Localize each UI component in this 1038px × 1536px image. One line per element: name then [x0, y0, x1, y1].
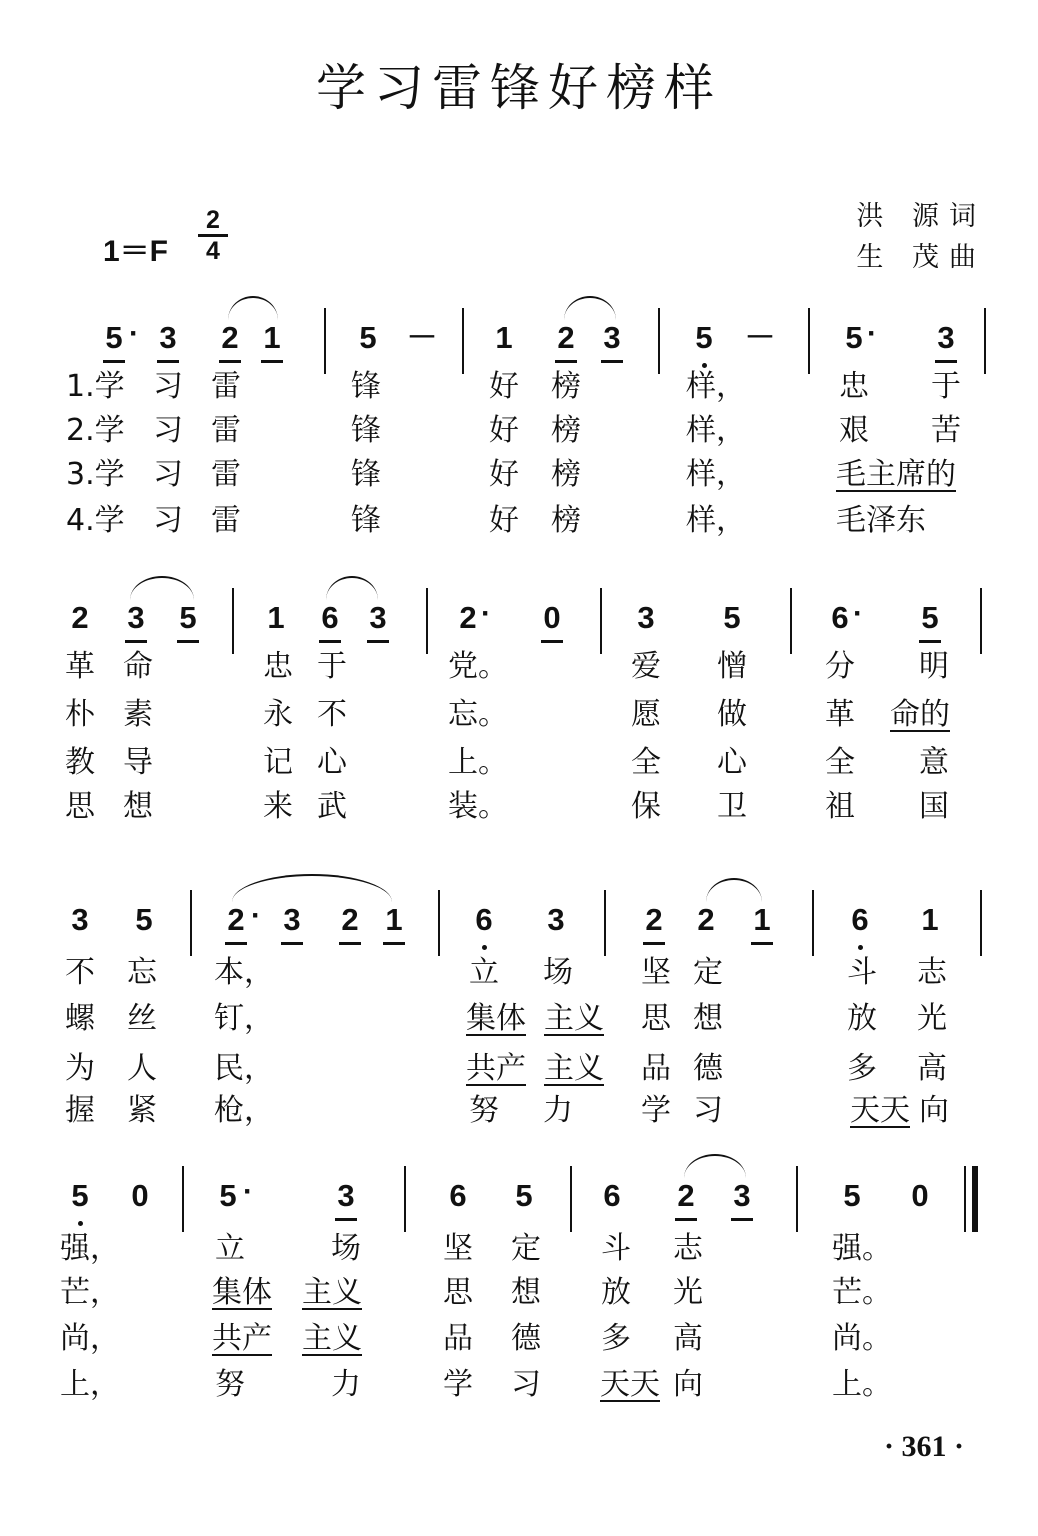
lyric-syllable: 艰 [839, 413, 869, 448]
lyric-syllable: 民， [214, 1051, 274, 1086]
note: 2 [71, 600, 89, 635]
lyric-syllable: 意 [919, 745, 949, 780]
lyric-syllable: 高 [917, 1051, 947, 1086]
barline [658, 308, 660, 374]
lyric-syllable: 记 [263, 745, 293, 780]
lyric-syllable: 忠 [839, 369, 869, 404]
barline [812, 890, 814, 956]
lyric-syllable: 国 [919, 789, 949, 824]
lyric-syllable: 苦 [931, 413, 961, 448]
lyric-syllable: 放 [847, 1001, 877, 1036]
lyric-syllable: 命的 [890, 697, 950, 732]
lyric-syllable: 革 [65, 649, 95, 684]
note: 6 [449, 1178, 467, 1213]
lyric-syllable: 想 [693, 1001, 723, 1036]
lyric-syllable: 于 [317, 649, 347, 684]
note: 1 [921, 902, 939, 937]
lyric-syllable: 全 [631, 745, 661, 780]
lyric-syllable: 习 [511, 1367, 541, 1402]
lyric-syllable: 力 [331, 1367, 361, 1402]
lyric-syllable: 忠 [263, 649, 293, 684]
score-row-1 [0, 318, 1038, 548]
lyric-syllable: 习 [153, 369, 183, 404]
credits [856, 196, 986, 278]
lyric-syllable: 斗 [601, 1231, 631, 1266]
lyric-syllable: 向 [919, 1093, 949, 1128]
score-row-4 [0, 1176, 1038, 1416]
note: 1 [495, 320, 513, 355]
lyric-syllable: 思 [65, 789, 95, 824]
lyric-syllable: 雷 [211, 413, 241, 448]
lyric-syllable: 上。 [832, 1367, 892, 1402]
lyric-syllable: 习 [153, 413, 183, 448]
lyric-syllable: 习 [153, 503, 183, 538]
lyric-syllable: 革 [825, 697, 855, 732]
key-signature: 1＝F [103, 235, 169, 268]
lyric-syllable: 来 [263, 789, 293, 824]
note: 3 [725, 1176, 759, 1216]
lyric-syllable: 好 [489, 503, 519, 538]
lyric-syllable: 想 [123, 789, 153, 824]
augmentation-dot: · [853, 597, 863, 630]
lyric-syllable: 榜 [551, 457, 581, 492]
lyric-syllable: 志 [673, 1231, 703, 1266]
lyric-syllable: 明 [919, 649, 949, 684]
note: 6 [603, 1178, 621, 1213]
lyric-syllable: 不 [65, 955, 95, 990]
lyric-syllable: 紧 [127, 1093, 157, 1128]
score-row-2 [0, 598, 1038, 828]
note: 3 [361, 598, 395, 638]
lyric-syllable: 主义 [544, 1001, 604, 1036]
lyric-syllable: 思 [641, 1001, 671, 1036]
note: 5 [219, 1178, 237, 1213]
notation-line [0, 900, 1038, 960]
lyric-syllable: 向 [673, 1367, 703, 1402]
barline [324, 308, 326, 374]
lyric-syllable: 毛泽东 [836, 503, 926, 538]
composer-credit: 生 茂曲 [856, 242, 986, 273]
lyric-syllable: 毛主席的 [836, 457, 956, 492]
barline [438, 890, 440, 956]
note: 2 [669, 1176, 703, 1216]
lyric-syllable: 武 [317, 789, 347, 824]
notation-line [0, 598, 1038, 658]
lyric-syllable: 坚 [641, 955, 671, 990]
lyric-syllable: 榜 [551, 503, 581, 538]
note: 1 [377, 900, 411, 940]
score-row-3 [0, 900, 1038, 1130]
lyricist-credit: 洪 源词 [856, 201, 986, 232]
lyric-syllable: 学 [443, 1367, 473, 1402]
note: 3 [595, 318, 629, 358]
lyric-syllable: 光 [917, 1001, 947, 1036]
barline [604, 890, 606, 956]
note: 3 [637, 600, 655, 635]
lyric-syllable: 爱 [631, 649, 661, 684]
augmentation-dot: · [251, 899, 261, 932]
lyric-syllable: 芒， [60, 1275, 120, 1310]
lyric-syllable: 样， [686, 503, 746, 538]
lyric-syllable: 放 [601, 1275, 631, 1310]
lyric-syllable: 丝 [127, 1001, 157, 1036]
note: 3 [929, 318, 963, 358]
lyric-syllable: 为 [65, 1051, 95, 1086]
lyric-syllable: 习 [153, 457, 183, 492]
note: 2 [213, 318, 247, 358]
lyric-syllable: 品 [443, 1321, 473, 1356]
barline [600, 588, 602, 654]
barline [404, 1166, 406, 1232]
augmentation-dot: · [243, 1175, 253, 1208]
lyric-syllable: 习 [693, 1093, 723, 1128]
lyric-syllable: 忘。 [448, 697, 508, 732]
lyric-syllable: 德 [693, 1051, 723, 1086]
lyric-syllable: 钉， [214, 1001, 274, 1036]
note: 3 [119, 598, 153, 638]
augmentation-dot: · [481, 597, 491, 630]
note: 6 [467, 900, 501, 940]
lyric-syllable: 榜 [551, 369, 581, 404]
lyric-syllable: 忘 [127, 955, 157, 990]
lyric-syllable: 品 [641, 1051, 671, 1086]
lyric-syllable: 共产 [212, 1321, 272, 1356]
barline [462, 308, 464, 374]
lyric-syllable: 立 [215, 1231, 245, 1266]
note: 5 [359, 320, 377, 355]
note: 3 [151, 318, 185, 358]
slur [684, 1154, 746, 1178]
note: 3 [329, 1176, 363, 1216]
note: 5 [135, 902, 153, 937]
lyric-syllable: 坚 [443, 1231, 473, 1266]
lyric-syllable: 思 [443, 1275, 473, 1310]
lyric-syllable: 做 [717, 697, 747, 732]
note: 6 [831, 600, 849, 635]
lyric-syllable: 强， [60, 1231, 120, 1266]
lyric-syllable: 强。 [832, 1231, 892, 1266]
lyric-syllable: 立 [469, 955, 499, 990]
lyric-syllable: 多 [847, 1051, 877, 1086]
lyric-syllable: 榜 [551, 413, 581, 448]
note: 5 [97, 318, 131, 358]
lyric-syllable: 高 [673, 1321, 703, 1356]
note: － [406, 320, 438, 355]
lyric-syllable: 定 [511, 1231, 541, 1266]
lyric-syllable: 锋 [351, 369, 381, 404]
lyric-syllable: 锋 [351, 413, 381, 448]
lyric-syllable: 愿 [631, 697, 661, 732]
barline [790, 588, 792, 654]
lyric-syllable: 命 [123, 649, 153, 684]
lyric-syllable: 天天 [600, 1367, 660, 1402]
barline [426, 588, 428, 654]
barline [808, 308, 810, 374]
barline [182, 1166, 184, 1232]
lyric-syllable: 努 [469, 1093, 499, 1128]
lyric-syllable: 德 [511, 1321, 541, 1356]
note: 5 [843, 1178, 861, 1213]
lyric-syllable: 全 [825, 745, 855, 780]
lyric-syllable: 锋 [351, 503, 381, 538]
lyric-syllable: 祖 [825, 789, 855, 824]
note: 6 [843, 900, 877, 940]
lyric-syllable: 素 [123, 697, 153, 732]
note: 5 [913, 598, 947, 638]
note: 5 [63, 1176, 97, 1216]
lyric-syllable: 1.学 [66, 369, 125, 404]
lyric-syllable: 憎 [717, 649, 747, 684]
slur [130, 576, 194, 600]
lyric-syllable: 雷 [211, 503, 241, 538]
notation-line [0, 1176, 1038, 1236]
slur [564, 296, 616, 320]
lyric-syllable: 想 [511, 1275, 541, 1310]
lyric-syllable: 志 [917, 955, 947, 990]
note: 2 [219, 900, 253, 940]
note: 3 [547, 902, 565, 937]
note: 5 [171, 598, 205, 638]
lyric-syllable: 共产 [466, 1051, 526, 1086]
lyric-syllable: 上。 [448, 745, 508, 780]
lyric-syllable: 尚， [60, 1321, 120, 1356]
lyric-syllable: 好 [489, 413, 519, 448]
barline [796, 1166, 798, 1232]
note: 0 [131, 1178, 149, 1213]
time-denominator: 4 [206, 237, 220, 265]
lyric-syllable: 螺 [65, 1001, 95, 1036]
lyric-syllable: 尚。 [832, 1321, 892, 1356]
lyric-syllable: 分 [825, 649, 855, 684]
augmentation-dot: · [867, 317, 877, 350]
barline [980, 588, 982, 654]
lyric-syllable: 主义 [544, 1051, 604, 1086]
lyric-syllable: 集体 [466, 1001, 526, 1036]
note: 5 [845, 320, 863, 355]
lyric-syllable: 好 [489, 457, 519, 492]
lyric-syllable: 场 [543, 955, 573, 990]
barline [570, 1166, 572, 1232]
lyric-syllable: 党。 [448, 649, 508, 684]
lyric-syllable: 场 [331, 1231, 361, 1266]
lyric-syllable: 心 [717, 745, 747, 780]
lyric-syllable: 主义 [302, 1321, 362, 1356]
lyric-syllable: 光 [673, 1275, 703, 1310]
barline [980, 890, 982, 956]
time-signature [198, 208, 228, 263]
lyric-syllable: 好 [489, 369, 519, 404]
note: 5 [687, 318, 721, 358]
note: 2 [697, 902, 715, 937]
lyric-syllable: 主义 [302, 1275, 362, 1310]
barline [190, 890, 192, 956]
lyric-syllable: 雷 [211, 457, 241, 492]
note: 5 [723, 600, 741, 635]
lyric-syllable: 努 [215, 1367, 245, 1402]
note: 1 [267, 600, 285, 635]
lyric-syllable: 保 [631, 789, 661, 824]
lyric-syllable: 于 [931, 369, 961, 404]
lyric-syllable: 天天 [850, 1093, 910, 1128]
barline [984, 308, 986, 374]
barline [964, 1166, 966, 1232]
page-number: · 361 · [883, 1430, 964, 1463]
note: 5 [515, 1178, 533, 1213]
lyric-syllable: 集体 [212, 1275, 272, 1310]
slur [706, 878, 762, 902]
augmentation-dot: · [129, 317, 139, 350]
song-title: 学习雷锋好榜样 [316, 59, 722, 117]
lyric-syllable: 上， [60, 1367, 120, 1402]
lyric-syllable: 枪， [214, 1093, 274, 1128]
note: － [744, 320, 776, 355]
lyric-syllable: 学 [641, 1093, 671, 1128]
note: 1 [745, 900, 779, 940]
lyric-syllable: 2.学 [66, 413, 125, 448]
lyric-syllable: 导 [123, 745, 153, 780]
lyric-syllable: 定 [693, 955, 723, 990]
lyric-syllable: 雷 [211, 369, 241, 404]
note: 2 [549, 318, 583, 358]
lyric-syllable: 3.学 [66, 457, 125, 492]
lyric-syllable: 样， [686, 457, 746, 492]
lyric-syllable: 样， [686, 413, 746, 448]
lyric-syllable: 多 [601, 1321, 631, 1356]
lyric-syllable: 锋 [351, 457, 381, 492]
note: 3 [275, 900, 309, 940]
note: 0 [535, 598, 569, 638]
barline [232, 588, 234, 654]
lyric-syllable: 斗 [847, 955, 877, 990]
barline [972, 1166, 978, 1232]
slur [228, 296, 278, 320]
lyric-syllable: 4.学 [66, 503, 125, 538]
note: 2 [333, 900, 367, 940]
note: 2 [637, 900, 671, 940]
lyric-syllable: 芒。 [832, 1275, 892, 1310]
note: 0 [911, 1178, 929, 1213]
lyric-syllable: 不 [317, 697, 347, 732]
lyric-syllable: 装。 [448, 789, 508, 824]
lyric-syllable: 卫 [717, 789, 747, 824]
note: 1 [255, 318, 289, 358]
lyric-syllable: 样， [686, 369, 746, 404]
lyric-syllable: 教 [65, 745, 95, 780]
note: 3 [71, 902, 89, 937]
lyric-syllable: 永 [263, 697, 293, 732]
note: 6 [313, 598, 347, 638]
lyric-syllable: 人 [127, 1051, 157, 1086]
lyric-syllable: 力 [543, 1093, 573, 1128]
time-numerator: 2 [206, 206, 220, 234]
note: 2 [459, 600, 477, 635]
lyric-syllable: 朴 [65, 697, 95, 732]
lyric-syllable: 本， [214, 955, 274, 990]
lyric-syllable: 心 [317, 745, 347, 780]
lyric-syllable: 握 [65, 1093, 95, 1128]
slur [326, 576, 378, 600]
